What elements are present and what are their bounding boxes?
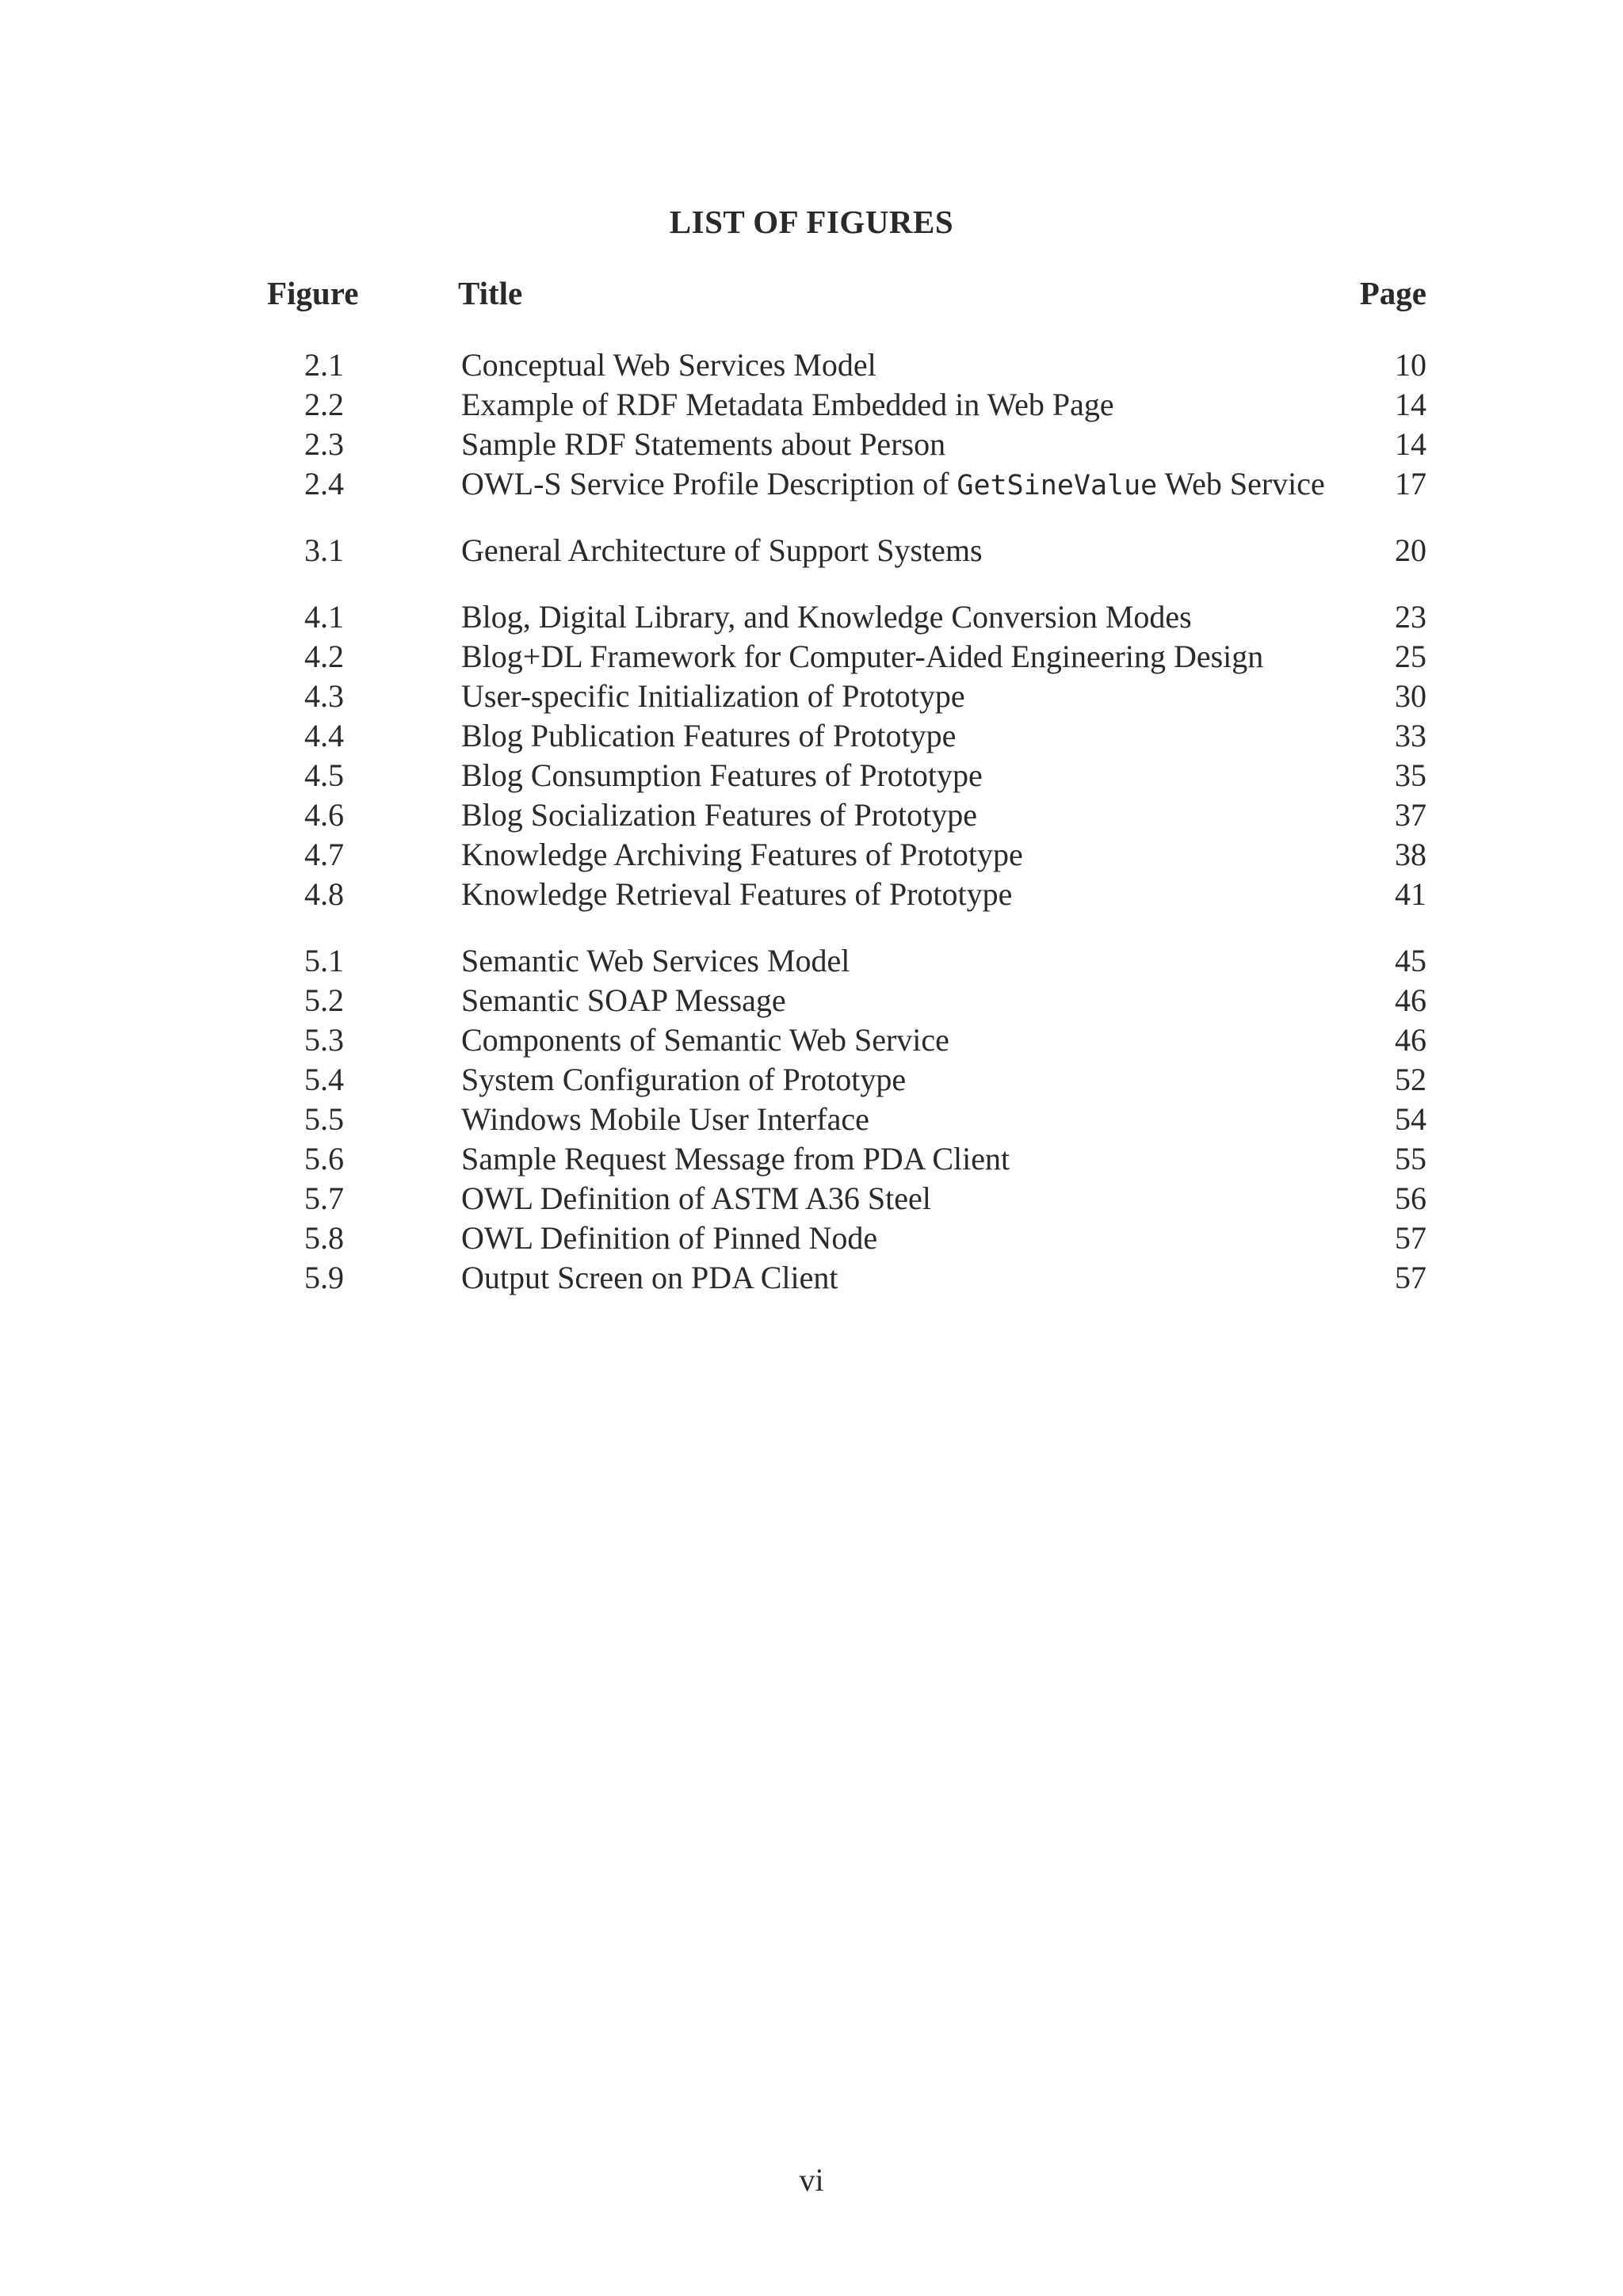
figure-page: 10 <box>1395 347 1426 383</box>
figure-number: 5.3 <box>304 1022 344 1058</box>
figure-number: 4.8 <box>304 876 344 912</box>
figure-number: 5.6 <box>304 1141 344 1177</box>
figure-title: Windows Mobile User Interface <box>461 1101 869 1137</box>
figure-number: 5.1 <box>304 943 344 978</box>
figure-number: 4.7 <box>304 837 344 872</box>
figure-entry[interactable] <box>0 345 1623 385</box>
figure-number: 5.9 <box>304 1260 344 1295</box>
figure-number: 4.4 <box>304 718 344 753</box>
figure-title: Semantic SOAP Message <box>461 982 786 1018</box>
figure-title: Blog Consumption Features of Prototype <box>461 757 983 793</box>
figure-number: 4.1 <box>304 599 344 635</box>
figure-page: 38 <box>1395 837 1426 872</box>
figure-page: 14 <box>1395 426 1426 462</box>
figure-page: 45 <box>1395 943 1426 978</box>
figure-group <box>0 941 1623 1298</box>
column-header-title: Title <box>458 275 523 311</box>
figure-number: 2.3 <box>304 426 344 462</box>
figure-title: Sample RDF Statements about Person <box>461 426 946 462</box>
figure-page: 14 <box>1395 387 1426 422</box>
figure-entry[interactable] <box>0 385 1623 425</box>
figure-number: 2.2 <box>304 387 344 422</box>
figure-number: 5.2 <box>304 982 344 1018</box>
figure-entry[interactable] <box>0 1179 1623 1219</box>
figure-number: 4.6 <box>304 797 344 833</box>
figure-number: 2.1 <box>304 347 344 383</box>
figure-title: OWL Definition of Pinned Node <box>461 1220 878 1256</box>
figure-page: 20 <box>1395 532 1426 568</box>
figure-title: User-specific Initialization of Prototype <box>461 678 965 714</box>
figure-title: Output Screen on PDA Client <box>461 1260 838 1295</box>
figure-page: 23 <box>1395 599 1426 635</box>
figure-page: 25 <box>1395 639 1426 674</box>
page-heading: LIST OF FIGURES <box>669 204 954 240</box>
figure-title-code: GetSineValue <box>957 470 1158 502</box>
figure-title: Knowledge Retrieval Features of Prototype <box>461 876 1013 912</box>
figure-entry[interactable] <box>0 756 1623 795</box>
figure-number: 5.7 <box>304 1180 344 1216</box>
figure-entry[interactable] <box>0 875 1623 914</box>
figure-title: Knowledge Archiving Features of Prototype <box>461 837 1023 872</box>
figure-number: 5.4 <box>304 1062 344 1097</box>
figure-page: 17 <box>1395 466 1426 502</box>
figure-entry[interactable] <box>0 637 1623 677</box>
figure-entry[interactable] <box>0 1100 1623 1139</box>
figure-number: 4.3 <box>304 678 344 714</box>
figure-entry[interactable] <box>0 716 1623 756</box>
figure-page: 57 <box>1395 1260 1426 1295</box>
figure-group <box>0 531 1623 570</box>
figure-title: Blog Publication Features of Prototype <box>461 718 957 753</box>
figure-entry[interactable] <box>0 677 1623 716</box>
figure-page: 37 <box>1395 797 1426 833</box>
figure-number: 2.4 <box>304 466 344 502</box>
figure-group <box>0 597 1623 914</box>
figure-title: General Architecture of Support Systems <box>461 532 983 568</box>
figure-title: System Configuration of Prototype <box>461 1062 907 1097</box>
figure-page: 52 <box>1395 1062 1426 1097</box>
figure-title: Semantic Web Services Model <box>461 943 850 978</box>
figure-entry[interactable] <box>0 425 1623 464</box>
figure-entry[interactable] <box>0 835 1623 875</box>
figure-number: 5.8 <box>304 1220 344 1256</box>
figure-entry[interactable] <box>0 1258 1623 1298</box>
figure-page: 30 <box>1395 678 1426 714</box>
figure-page: 35 <box>1395 757 1426 793</box>
figure-entry[interactable] <box>0 1020 1623 1060</box>
figure-number: 5.5 <box>304 1101 344 1137</box>
figure-entry[interactable] <box>0 1219 1623 1258</box>
figure-title: Sample Request Message from PDA Client <box>461 1141 1010 1177</box>
figure-list <box>0 345 1623 1325</box>
figure-page: 54 <box>1395 1101 1426 1137</box>
figure-title: Example of RDF Metadata Embedded in Web Page <box>461 387 1114 422</box>
figure-title: OWL Definition of ASTM A36 Steel <box>461 1180 931 1216</box>
figure-title: Blog+DL Framework for Computer-Aided Engineering Design <box>461 639 1264 674</box>
figure-page: 56 <box>1395 1180 1426 1216</box>
column-header-page: Page <box>1359 275 1426 311</box>
figure-entry[interactable] <box>0 1060 1623 1100</box>
figure-group <box>0 345 1623 504</box>
figure-title-text: OWL-S Service Profile Description of <box>461 466 957 502</box>
figure-page: 57 <box>1395 1220 1426 1256</box>
figure-entry[interactable] <box>0 981 1623 1020</box>
figure-entry[interactable] <box>0 597 1623 637</box>
figure-page: 46 <box>1395 1022 1426 1058</box>
figure-title <box>461 464 1325 505</box>
figure-number: 4.5 <box>304 757 344 793</box>
page-number: vi <box>799 2162 824 2198</box>
figure-title: Conceptual Web Services Model <box>461 347 876 383</box>
figure-page: 55 <box>1395 1141 1426 1177</box>
figure-title: Components of Semantic Web Service <box>461 1022 949 1058</box>
figure-entry[interactable] <box>0 531 1623 570</box>
column-header-figure: Figure <box>267 275 359 311</box>
figure-title: Blog, Digital Library, and Knowledge Conversion Modes <box>461 599 1192 635</box>
figure-title-text: Web Service <box>1157 466 1325 502</box>
figure-number: 3.1 <box>304 532 344 568</box>
figure-page: 33 <box>1395 718 1426 753</box>
figure-page: 46 <box>1395 982 1426 1018</box>
figure-entry[interactable] <box>0 464 1623 504</box>
figure-page: 41 <box>1395 876 1426 912</box>
figure-title: Blog Socialization Features of Prototype <box>461 797 977 833</box>
figure-entry[interactable] <box>0 941 1623 981</box>
figure-entry[interactable] <box>0 795 1623 835</box>
figure-entry[interactable] <box>0 1139 1623 1179</box>
figure-number: 4.2 <box>304 639 344 674</box>
